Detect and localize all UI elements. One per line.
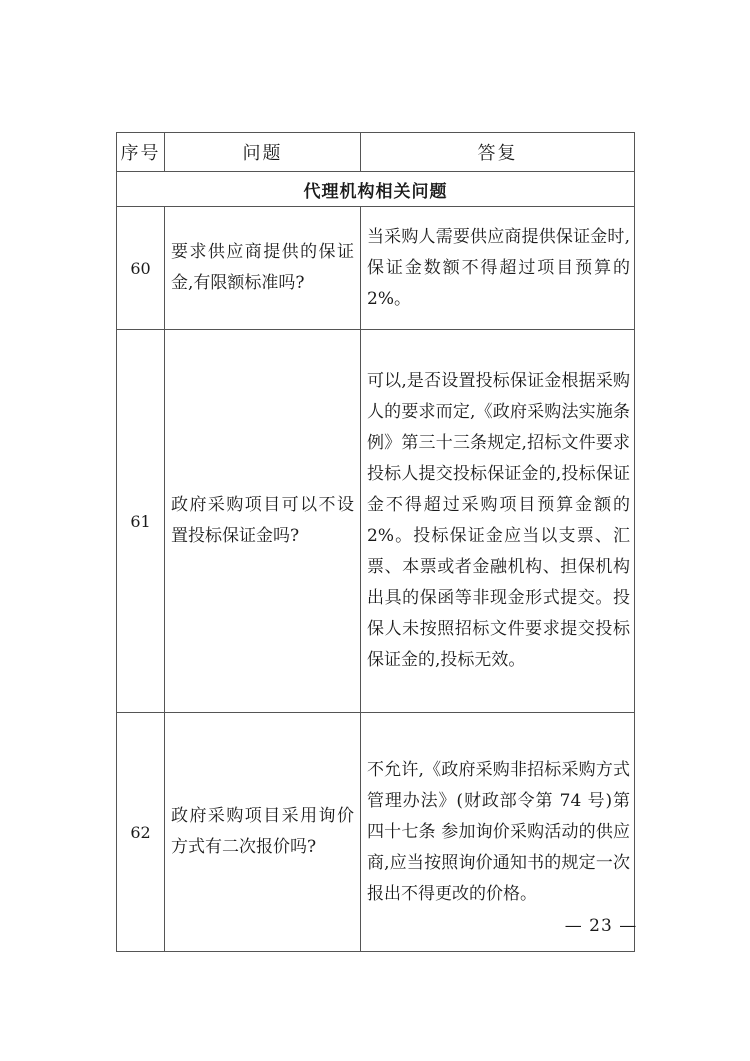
table-header-row xyxy=(117,133,635,172)
row-seq: 60 xyxy=(117,207,165,330)
row-answer: 不允许,《政府采购非招标采购方式管理办法》(财政部令第 74 号)第四十七条 参加询价采购活动的供应商,应当按照询价通知书的规定一次报出不得更改的价格。 xyxy=(361,713,635,952)
section-row xyxy=(117,172,635,207)
qa-table xyxy=(116,132,635,952)
table-row xyxy=(117,330,635,713)
section-title: 代理机构相关问题 xyxy=(117,172,635,207)
row-seq: 62 xyxy=(117,713,165,952)
header-question: 问题 xyxy=(165,133,361,172)
row-question: 政府采购项目可以不设置投标保证金吗? xyxy=(165,330,361,713)
row-question: 要求供应商提供的保证金,有限额标准吗? xyxy=(165,207,361,330)
row-question: 政府采购项目采用询价方式有二次报价吗? xyxy=(165,713,361,952)
header-answer: 答复 xyxy=(361,133,635,172)
page-number: — 23 — xyxy=(564,916,638,936)
row-seq: 61 xyxy=(117,330,165,713)
header-seq: 序号 xyxy=(117,133,165,172)
table-row xyxy=(117,207,635,330)
row-answer: 可以,是否设置投标保证金根据采购人的要求而定,《政府采购法实施条例》第三十三条规定,招标文件要求投标人提交投标保证金的,投标保证金不得超过采购项目预算金额的 2%。投标保证金应当以支票、汇票、本票或者金融机构、担保机构出具的保函等非现金形式提交。投保人未按照招标文件要求提交投标保证金的,投标无效。 xyxy=(361,330,635,713)
row-answer: 当采购人需要供应商提供保证金时,保证金数额不得超过项目预算的 2%。 xyxy=(361,207,635,330)
